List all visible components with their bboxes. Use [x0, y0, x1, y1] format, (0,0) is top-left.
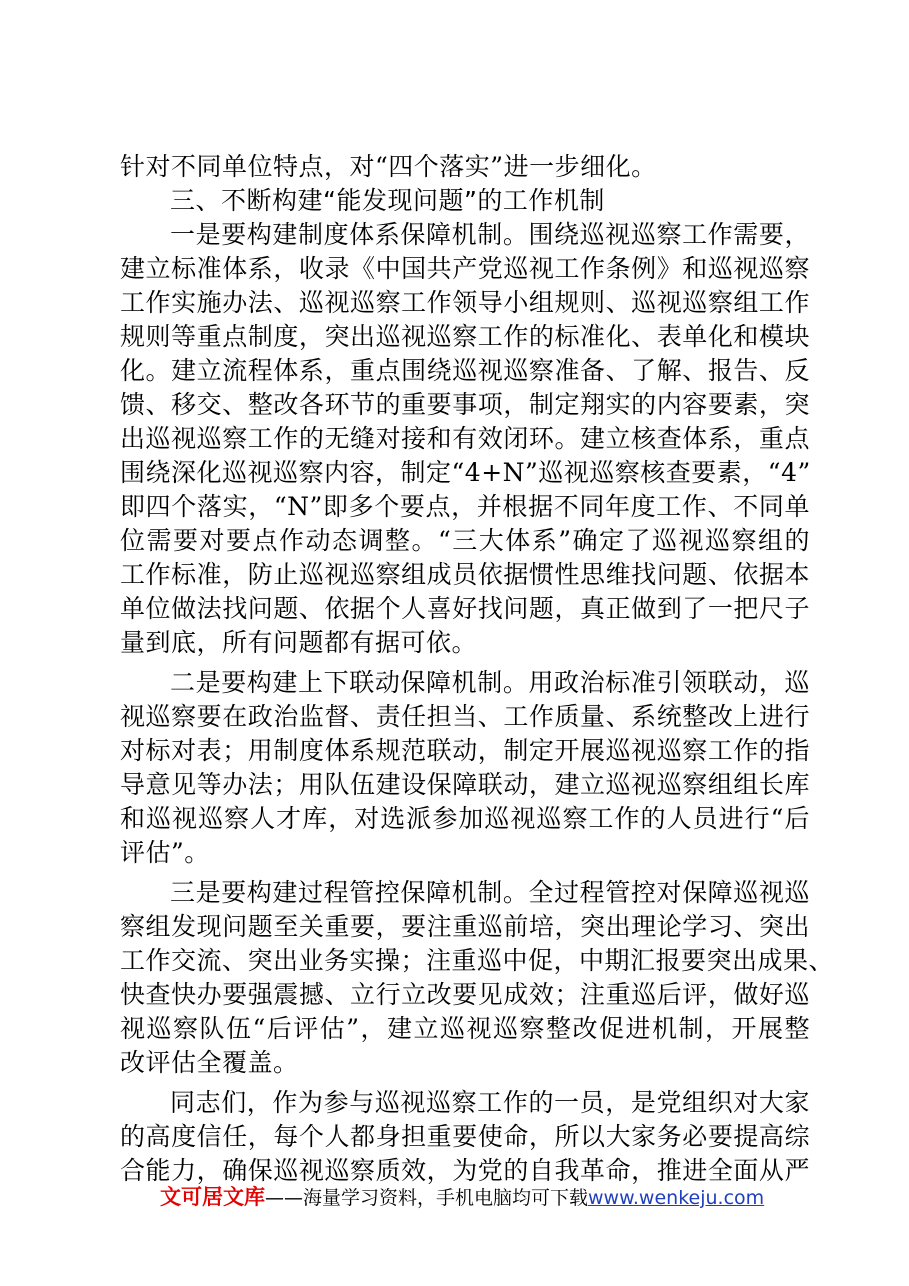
footer-brand: 文可居文库 [160, 1185, 265, 1209]
paragraph-line: 察组发现问题至关重要，要注重巡前培，突出理论学习、突出 [120, 912, 810, 941]
paragraph-line: 合能力，确保巡视巡察质效，为党的自我革命，推进全面从严 [120, 1156, 810, 1185]
footer-banner [160, 1183, 780, 1212]
paragraph-line: 工作实施办法、巡视巡察工作领导小组规则、巡视巡察组工作 [120, 288, 810, 317]
paragraph-line: 化。建立流程体系，重点围绕巡视巡察准备、了解、报告、反 [120, 356, 810, 385]
paragraph-line: 视巡察队伍“后评估”，建立巡视巡察整改促进机制，开展整 [120, 1014, 810, 1043]
section-heading: 三、不断构建“能发现问题”的工作机制 [170, 186, 605, 215]
paragraph-line: 对标对表；用制度体系规范联动，制定开展巡视巡察工作的指 [120, 736, 810, 765]
footer-slogan: ——海量学习资料，手机电脑均可下载 [265, 1187, 589, 1209]
paragraph-line: 快查快办要强震撼、立行立改要见成效；注重巡后评，做好巡 [120, 980, 810, 1009]
paragraph-line: 二是要构建上下联动保障机制。用政治标准引领联动，巡 [170, 668, 810, 697]
paragraph-line: 建立标准体系，收录《中国共产党巡视工作条例》和巡视巡察 [120, 254, 810, 283]
document-body [120, 150, 835, 1188]
paragraph-line: 视巡察要在政治监督、责任担当、工作质量、系统整改上进行 [120, 702, 810, 731]
footer-link[interactable]: www.wenkeju.com [588, 1187, 765, 1209]
paragraph-line: 改评估全覆盖。 [120, 1048, 299, 1077]
paragraph-line: 即四个落实，“N”即多个要点，并根据不同年度工作、不同单 [120, 492, 810, 521]
paragraph-line: 规则等重点制度，突出巡视巡察工作的标准化、表单化和模块 [120, 322, 810, 351]
paragraph-line: 三是要构建过程管控保障机制。全过程管控对保障巡视巡 [170, 878, 810, 907]
paragraph-line: 单位做法找问题、依据个人喜好找问题，真正做到了一把尺子 [120, 594, 810, 623]
paragraph-line: 出巡视巡察工作的无缝对接和有效闭环。建立核查体系，重点 [120, 424, 810, 453]
paragraph-line: 围绕深化巡视巡察内容，制定“4+N”巡视巡察核查要素，“4” [120, 458, 811, 487]
paragraph-line: 位需要对要点作动态调整。“三大体系”确定了巡视巡察组的 [120, 526, 810, 555]
paragraph-line: 针对不同单位特点，对“四个落实”进一步细化。 [120, 152, 657, 181]
paragraph-line: 馈、移交、整改各环节的重要事项，制定翔实的内容要素，突 [120, 390, 810, 419]
paragraph-line: 一是要构建制度体系保障机制。围绕巡视巡察工作需要， [170, 220, 810, 249]
paragraph-line: 工作交流、突出业务实操；注重巡中促，中期汇报要突出成果、 [120, 946, 835, 975]
paragraph-line: 的高度信任，每个人都身担重要使命，所以大家务必要提高综 [120, 1122, 810, 1151]
paragraph-line: 工作标准，防止巡视巡察组成员依据惯性思维找问题、依据本 [120, 560, 810, 589]
paragraph-line: 和巡视巡察人才库，对选派参加巡视巡察工作的人员进行“后 [120, 804, 810, 833]
paragraph-line: 量到底，所有问题都有据可依。 [120, 628, 478, 657]
paragraph-line: 导意见等办法；用队伍建设保障联动，建立巡视巡察组组长库 [120, 770, 810, 799]
paragraph-line: 同志们，作为参与巡视巡察工作的一员，是党组织对大家 [170, 1088, 810, 1117]
paragraph-line: 评估”。 [120, 838, 210, 867]
